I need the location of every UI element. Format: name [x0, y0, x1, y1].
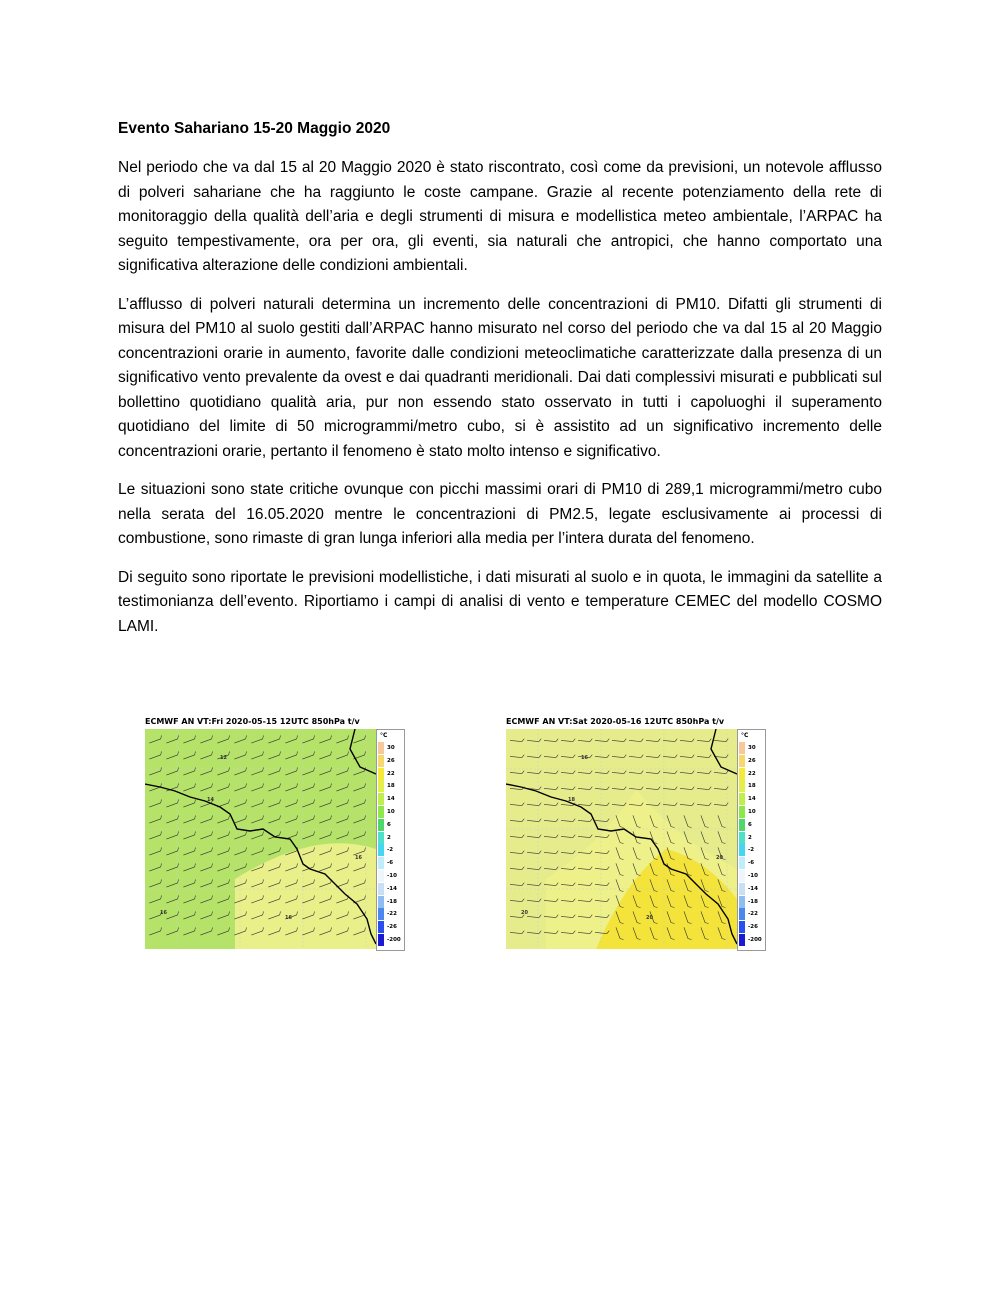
- legend-label: -6: [748, 860, 755, 867]
- legend-swatch: [378, 896, 384, 908]
- legend-label: 18: [748, 783, 756, 790]
- legend-entry: [378, 883, 402, 895]
- legend-label: 22: [387, 770, 395, 777]
- legend-entry: [378, 832, 402, 844]
- legend-label: 6: [387, 821, 391, 828]
- legend-swatch: [378, 883, 384, 895]
- map-plot: [145, 729, 376, 949]
- legend-entry: [739, 793, 763, 805]
- legend-label: -22: [748, 911, 758, 918]
- map-figures: [0, 717, 1000, 957]
- legend-swatch: [739, 896, 745, 908]
- legend-label: -200: [748, 937, 762, 943]
- legend-entry: [739, 755, 763, 767]
- legend-entry: [739, 844, 763, 856]
- legend-label: 10: [748, 809, 756, 815]
- legend-entry: [739, 883, 763, 895]
- temperature-legend: [376, 729, 405, 951]
- legend-swatch: [739, 755, 745, 767]
- legend-label: -14: [387, 885, 397, 892]
- legend-unit: °C: [741, 732, 749, 739]
- legend-label: 10: [387, 809, 395, 815]
- legend-swatch: [739, 768, 745, 780]
- legend-swatch: [739, 883, 745, 895]
- contour-label: 20: [646, 915, 653, 921]
- legend-swatch: [378, 934, 384, 946]
- legend-label: -26: [748, 924, 758, 931]
- contour-label: 16: [355, 855, 362, 861]
- legend-label: -2: [748, 847, 755, 854]
- map-title: ECMWF AN VT:Fri 2020-05-15 12UTC 850hPa t/v: [145, 717, 360, 726]
- legend-entry: [739, 780, 763, 792]
- legend-swatch: [378, 793, 384, 805]
- legend-swatch: [378, 908, 384, 920]
- paragraph-4: Di seguito sono riportate le previsioni modellistiche, i dati misurati al suolo e in quota, le immagini da satellite a testimonianza dell’evento. Riportiamo i campi di analisi di vento e temperature CEMEC del modello COSMO LAMI.: [118, 568, 882, 635]
- legend-swatch: [739, 780, 745, 792]
- legend-swatch: [378, 755, 384, 767]
- legend-label: 6: [748, 821, 752, 828]
- legend-entry: [739, 806, 763, 818]
- legend-entry: [739, 870, 763, 882]
- legend-entry: [378, 742, 402, 754]
- legend-swatch: [739, 908, 745, 920]
- legend-entry: [378, 934, 402, 946]
- legend-label: 26: [748, 757, 756, 764]
- legend-label: 2: [748, 834, 752, 841]
- legend-entry: [378, 844, 402, 856]
- legend-entry: [378, 768, 402, 780]
- legend-label: -18: [748, 898, 758, 905]
- legend-swatch: [739, 832, 745, 844]
- legend-swatch: [739, 844, 745, 856]
- legend-swatch: [739, 934, 745, 946]
- temperature-legend: [737, 729, 766, 951]
- legend-label: -14: [748, 885, 758, 892]
- legend-entry: [378, 793, 402, 805]
- legend-swatch: [739, 857, 745, 869]
- legend-entry: [739, 934, 763, 946]
- contour-label: 16: [581, 755, 588, 761]
- paragraph-1: Nel periodo che va dal 15 al 20 Maggio 2020 è stato riscontrato, così come da previsioni, un notevole afflusso di polveri sahariane che ha raggiunto le coste campane. Grazie al recente potenziamento della rete di monitoraggio della qualità dell’aria e degli strumenti di misura e modellistica meteo ambientale, l’ARPAC ha seguito tempestivamente, ora per ora, gli eventi, sia naturali che antropici, che hanno comportato una significativa alterazione delle condizioni ambientali.: [118, 159, 882, 274]
- legend-label: 2: [387, 834, 391, 841]
- legend-swatch: [378, 832, 384, 844]
- contour-label: 12: [220, 755, 227, 761]
- legend-entry: [739, 832, 763, 844]
- legend-entry: [378, 896, 402, 908]
- legend-swatch: [378, 819, 384, 831]
- temperature-wind-map-may-16: [506, 717, 768, 952]
- legend-swatch: [378, 857, 384, 869]
- legend-entry: [378, 870, 402, 882]
- legend-entry: [739, 921, 763, 933]
- legend-label: -10: [748, 873, 758, 879]
- legend-entry: [378, 908, 402, 920]
- contour-label: 20: [521, 910, 528, 916]
- legend-swatch: [739, 742, 745, 754]
- legend-label: -2: [387, 847, 394, 854]
- legend-entry: [378, 755, 402, 767]
- legend-entry: [739, 896, 763, 908]
- paragraph-2: L’afflusso di polveri naturali determina un incremento delle concentrazioni di PM10. Difatti gli strumenti di misura del PM10 al suolo gestiti dall’ARPAC hanno misurato nel corso del periodo che va dal 15 al 20 Maggio concentrazioni orarie in aumento, favorite dalle condizioni meteoclimatiche caratterizzate dalla presenza di un significativo vento prevalente da ovest e dai quadranti meridionali. Dai dati complessivi misurati e pubblicati sul bollettino quotidiano qualità aria, pur non essendo stato osservato in tutti i capoluoghi il superamento quotidiano del limite di 50 microgrammi/metro cubo, si è assistito ad un significativo incremento delle concentrazioni orarie, pertanto il fenomeno è stato molto intenso e significativo.: [118, 295, 882, 460]
- legend-label: -6: [387, 860, 394, 867]
- legend-entry: [378, 921, 402, 933]
- legend-label: -200: [387, 937, 401, 943]
- legend-entry: [739, 819, 763, 831]
- legend-label: -22: [387, 911, 397, 918]
- legend-swatch: [739, 921, 745, 933]
- legend-label: -10: [387, 873, 397, 879]
- document-body: [118, 112, 882, 653]
- legend-label: -18: [387, 898, 397, 905]
- legend-swatch: [739, 870, 745, 882]
- legend-label: 26: [387, 757, 395, 764]
- legend-swatch: [378, 870, 384, 882]
- legend-entry: [378, 806, 402, 818]
- legend-entry: [378, 819, 402, 831]
- legend-label: 30: [387, 745, 395, 751]
- document-title: Evento Sahariano 15-20 Maggio 2020: [118, 120, 391, 137]
- legend-entry: [378, 857, 402, 869]
- legend-entry: [739, 768, 763, 780]
- legend-entry: [378, 780, 402, 792]
- legend-entry: [739, 742, 763, 754]
- contour-label: 20: [716, 855, 723, 861]
- legend-swatch: [378, 921, 384, 933]
- map-title: ECMWF AN VT:Sat 2020-05-16 12UTC 850hPa t/v: [506, 717, 725, 726]
- legend-swatch: [739, 793, 745, 805]
- legend-swatch: [739, 819, 745, 831]
- legend-swatch: [378, 742, 384, 754]
- map-plot: [506, 729, 737, 949]
- legend-label: -26: [387, 924, 397, 931]
- legend-label: 18: [387, 783, 395, 790]
- legend-swatch: [378, 844, 384, 856]
- legend-label: 14: [387, 796, 395, 803]
- legend-label: 30: [748, 745, 756, 751]
- legend-unit: °C: [380, 732, 388, 739]
- legend-swatch: [739, 806, 745, 818]
- paragraph-3: Le situazioni sono state critiche ovunque con picchi massimi orari di PM10 di 289,1 microgrammi/metro cubo nella serata del 16.05.2020 mentre le concentrazioni di PM2.5, legate esclusivamente ai processi di combustione, sono rimaste di gran lunga inferiori alla media per l’intera durata del fenomeno.: [118, 481, 882, 547]
- contour-label: 18: [568, 797, 575, 803]
- legend-swatch: [378, 806, 384, 818]
- temperature-wind-map-may-15: [145, 717, 407, 952]
- legend-swatch: [378, 768, 384, 780]
- legend-label: 14: [748, 796, 756, 803]
- legend-entry: [739, 857, 763, 869]
- contour-label: 14: [207, 797, 214, 803]
- legend-label: 22: [748, 770, 756, 777]
- contour-label: 16: [285, 915, 292, 921]
- contour-label: 16: [160, 910, 167, 916]
- legend-swatch: [378, 780, 384, 792]
- legend-entry: [739, 908, 763, 920]
